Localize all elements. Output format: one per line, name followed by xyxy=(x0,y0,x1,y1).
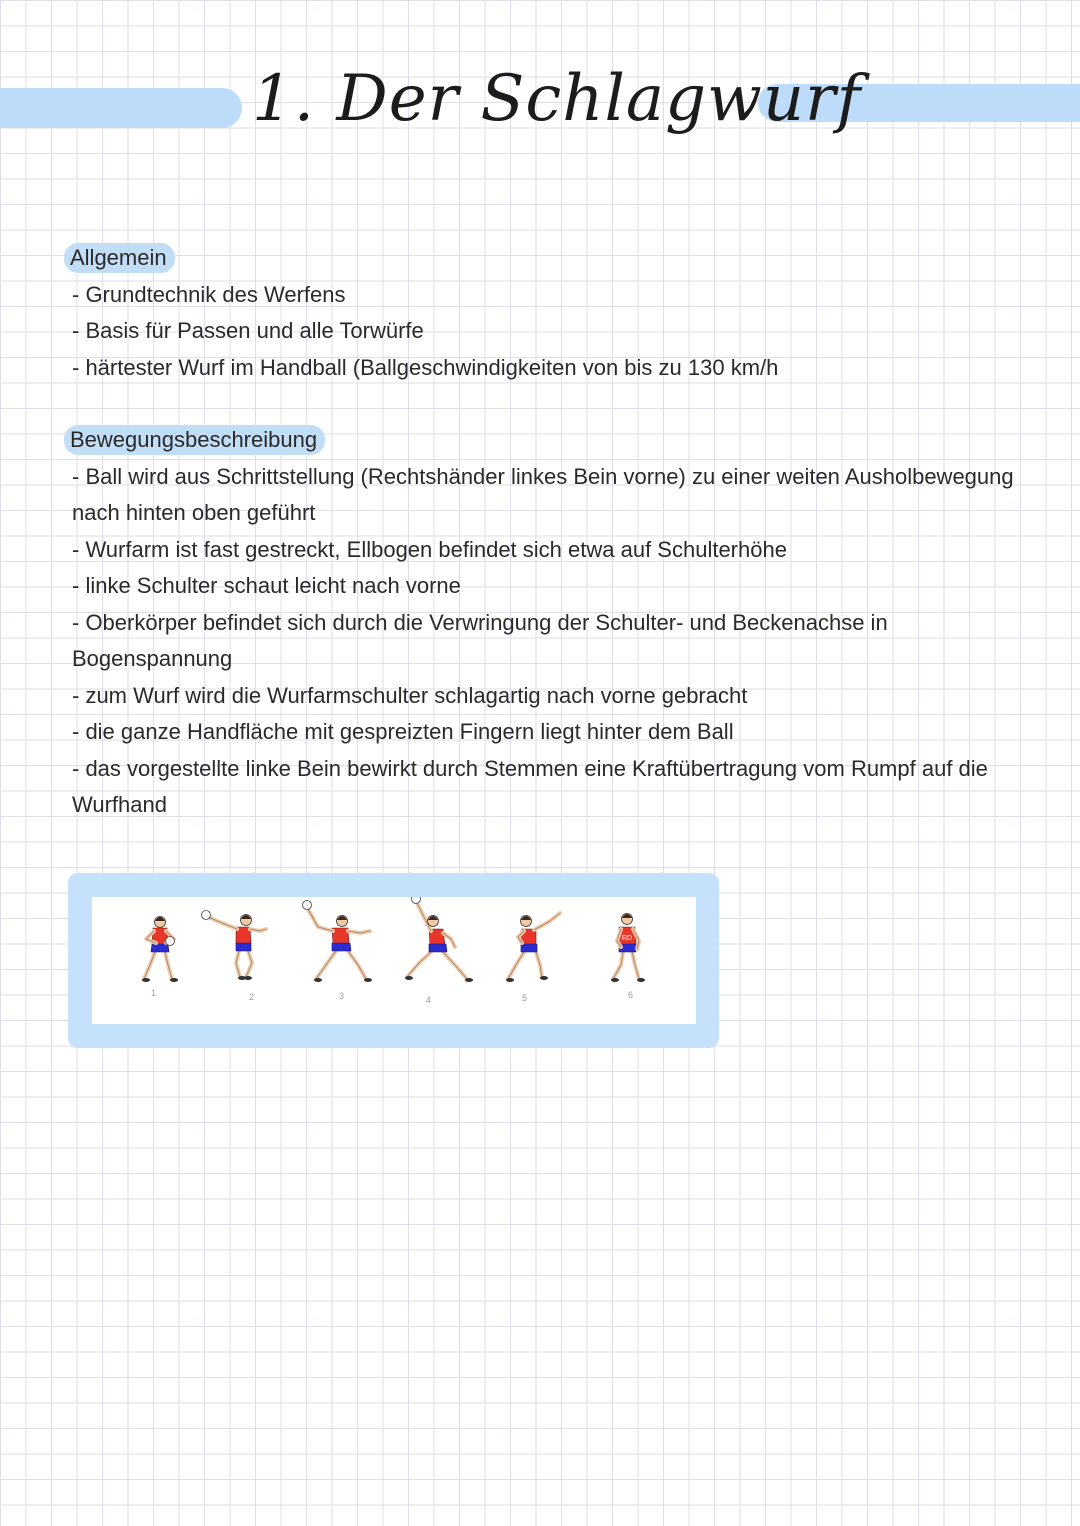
throw-phase-figure xyxy=(303,901,373,983)
ball-icon xyxy=(412,897,421,904)
ball-icon xyxy=(202,911,211,920)
frame-number-label: 2 xyxy=(249,992,255,1002)
bullet-line: - Oberkörper befindet sich durch die Verwringung der Schulter- und Beckenachse in Bogenspannung xyxy=(72,609,888,671)
bullet-line: - Basis für Passen und alle Torwürfe xyxy=(72,318,424,343)
ball-icon xyxy=(166,937,175,946)
section-allgemein xyxy=(72,240,1032,386)
jersey-label: RD xyxy=(622,935,633,942)
section-heading: Allgemein xyxy=(64,243,175,273)
bullet-line: - linke Schulter schaut leicht nach vorne xyxy=(72,573,461,598)
bullet-line: - Grundtechnik des Werfens xyxy=(72,281,346,307)
notes-body xyxy=(72,240,1032,824)
frame-number-label: 3 xyxy=(339,991,345,1001)
bullet-line: - Wurfarm ist fast gestreckt, Ellbogen befindet sich etwa auf Schulterhöhe xyxy=(72,536,787,562)
throw-phase-figure xyxy=(506,913,560,982)
bullet-line: - das vorgestellte linke Bein bewirkt durch Stemmen eine Kraftübertragung vom Rumpf auf die Wurfhand xyxy=(72,755,988,817)
title-highlight-left xyxy=(0,88,242,128)
bullet-line: - Ball wird aus Schrittstellung (Rechtshänder linkes Bein vorne) zu einer weiten Ausholbewegung nach hinten oben geführt xyxy=(72,463,1014,525)
throw-sequence-illustration xyxy=(92,897,696,1024)
section-bewegungsbeschreibung xyxy=(72,422,1032,824)
bullet-line: - die ganze Handfläche mit gespreizten Fingern liegt hinter dem Ball xyxy=(72,719,734,744)
throw-phase-figure xyxy=(405,897,473,982)
throw-sequence-figure xyxy=(68,873,719,1048)
throw-sequence-image xyxy=(92,897,696,1024)
bullet-line: - zum Wurf wird die Wurfarmschulter schlagartig nach vorne gebracht xyxy=(72,682,748,708)
frame-number-label: 1 xyxy=(151,988,157,998)
frame-number-label: 5 xyxy=(522,993,528,1003)
throw-phase-figure xyxy=(202,911,267,981)
section-heading: Bewegungsbeschreibung xyxy=(64,425,325,455)
throw-phase-figure xyxy=(611,914,645,983)
frame-number-label: 6 xyxy=(628,990,634,1000)
frame-number-label: 4 xyxy=(426,995,432,1005)
page-title: 1. Der Schlagwurf xyxy=(252,62,862,136)
throw-phase-figure xyxy=(142,917,178,983)
bullet-line: - härtester Wurf im Handball (Ballgeschwindigkeiten von bis zu 130 km/h xyxy=(72,354,779,380)
ball-icon xyxy=(303,901,312,910)
